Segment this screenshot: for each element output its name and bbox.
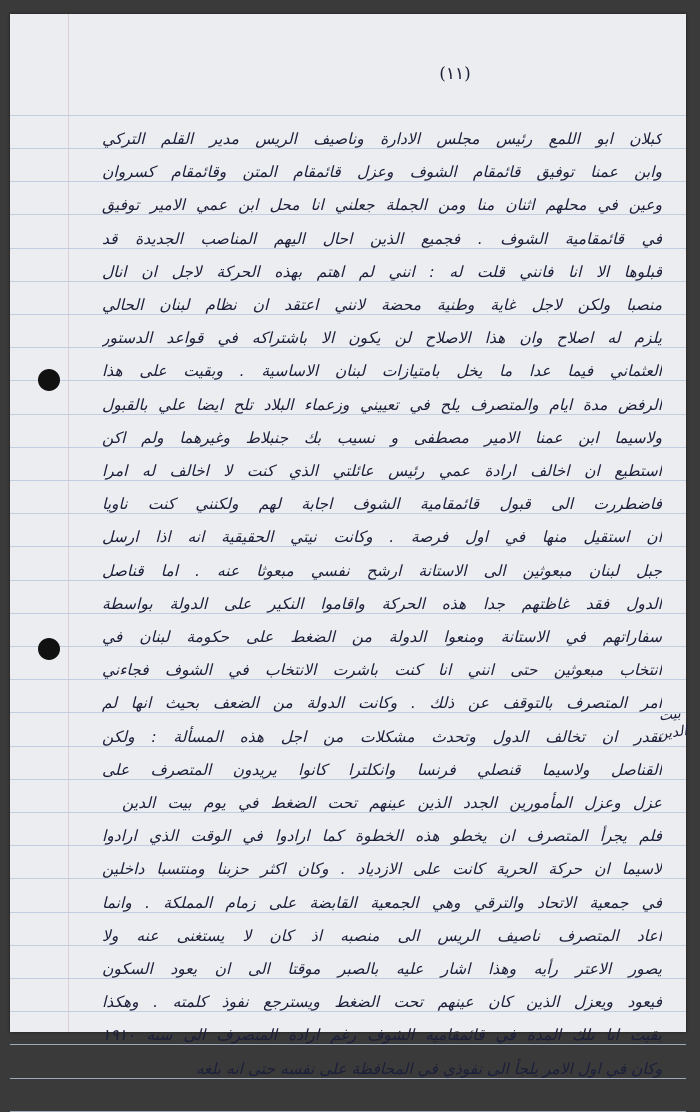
text-line: يصور الاعتر رأيه وهذا اشار عليه بالصبر موقتا الى ان يعود السكون xyxy=(102,960,662,978)
text-line: العثماني فيما عدا ما يخل بامتيازات لبنان الاساسية . وبقيت على هذا xyxy=(102,362,662,381)
text-line: منصبا ولكن لاجل غاية وطنية محضة لانني اعتقد ان نظام لبنان الحالي xyxy=(102,296,662,314)
punch-hole xyxy=(38,369,60,391)
text-line: استطيع ان اخالف ارادة عمي رئيس عائلتي الذي كنت لا اخالف له امرا xyxy=(102,462,662,480)
ruled-line xyxy=(10,115,686,116)
text-line: فلم يجرأ المتصرف ان يخطو هذه الخطوة كما ارادوا في الوقت الذي ارادوا xyxy=(102,827,662,846)
text-line: ولاسيما ابن عمنا الامير مصطفى و نسيب بك جنبلاط وغيرهما ولم اكن xyxy=(102,428,662,447)
text-line: وكان في اول الامر يلجأ الى نفوذي في المحافظة على نفسه حتى انه بلغه xyxy=(195,1059,662,1078)
margin-note: بيت الدين xyxy=(656,705,689,743)
text-line: في جمعية الاتحاد والترقي وهي الجمعية القابضة على زمام المملكة . وانما xyxy=(102,893,662,912)
text-line: بقيت انا تلك المدة في قائمقامية الشوف رغم ارادة المتصرف الى سنة ١٩١٠ xyxy=(102,1026,662,1045)
text-line: عزل وعزل المأمورين الجدد الذين عينهم تحت الضغط في يوم بيت الدين xyxy=(122,794,662,812)
text-line: الدول فقد غاظتهم جدا هذه الحركة واقاموا النكير على الدولة بواسطة xyxy=(102,594,662,613)
text-line: جبل لبنان مبعوثين الى الاستانة ارشح نفسي مبعوثا عنه . اما قناصل xyxy=(102,561,662,580)
text-line: كبلان ابو اللمع رئيس مجلس الادارة وناصيف الريس مدير القلم التركي xyxy=(102,130,662,148)
text-line: وابن عمنا توفيق قائمقام الشوف وعزل قائمقام المتن وقائمقام كسروان xyxy=(102,163,662,182)
text-line: قبلوها الا انا فانني قلت له : انني لم اهتم بهذه الحركة لاجل ان انال xyxy=(102,262,662,281)
text-line: ان استقيل منها في اول فرصة . وكانت نيتي الحقيقية انه اذا ارسل xyxy=(102,528,662,547)
text-line: تقدر ان تخالف الدول وتحدث مشكلات من اجل هذه المسألة : ولكن xyxy=(102,727,662,746)
margin-line xyxy=(68,14,69,1032)
text-line: لاسيما ان حركة الحرية كانت على الازدياد . وكان اكثر حزبنا ومنتسبا داخلين xyxy=(102,860,662,879)
text-line: في قائمقامية الشوف . فجميع الذين احال اليهم المناصب الجديدة قد xyxy=(102,229,662,248)
text-line: الرفض مدة ايام والمتصرف يلح في تعييني وزعماء البلاد تلح ايضا علي بالقبول xyxy=(102,395,662,414)
page-number: (١١) xyxy=(439,64,471,84)
text-line: القناصل ولاسيما قنصلي فرنسا وانكلترا كانوا يريدون المتصرف على xyxy=(102,760,662,779)
text-line: انتخاب مبعوثين حتى انني انا كنت باشرت الانتخاب في الشوف فجاءني xyxy=(102,661,662,680)
text-line: يلزم له اصلاح وان هذا الاصلاح لن يكون الا باشتراكه في قواعد الدستور xyxy=(102,329,662,348)
text-line: امر المتصرف بالتوقف عن ذلك . وكانت الدولة من الضعف بحيث انها لم xyxy=(102,694,662,713)
text-line: اعاد المتصرف ناصيف الريس الى منصبه اذ كان لا يستغنى عنه ولا xyxy=(102,926,662,945)
text-line: سفاراتهم في الاستانة ومنعوا الدولة من الضغط على حكومة لبنان في xyxy=(102,628,662,646)
text-line: وعين في محلهم اثنان منا ومن الجملة جعلني انا محل ابن عمي الامير توفيق xyxy=(102,196,662,215)
text-line: فيعود ويعزل الذين كان عينهم تحت الضغط ويسترجع نفوذ كلمته . وهكذا xyxy=(102,993,662,1012)
manuscript-page xyxy=(10,14,689,1078)
text-line: فاضطررت الى قبول قائمقامية الشوف اجابة لهم ولكنني كنت ناويا xyxy=(102,495,662,514)
punch-hole xyxy=(38,638,60,660)
